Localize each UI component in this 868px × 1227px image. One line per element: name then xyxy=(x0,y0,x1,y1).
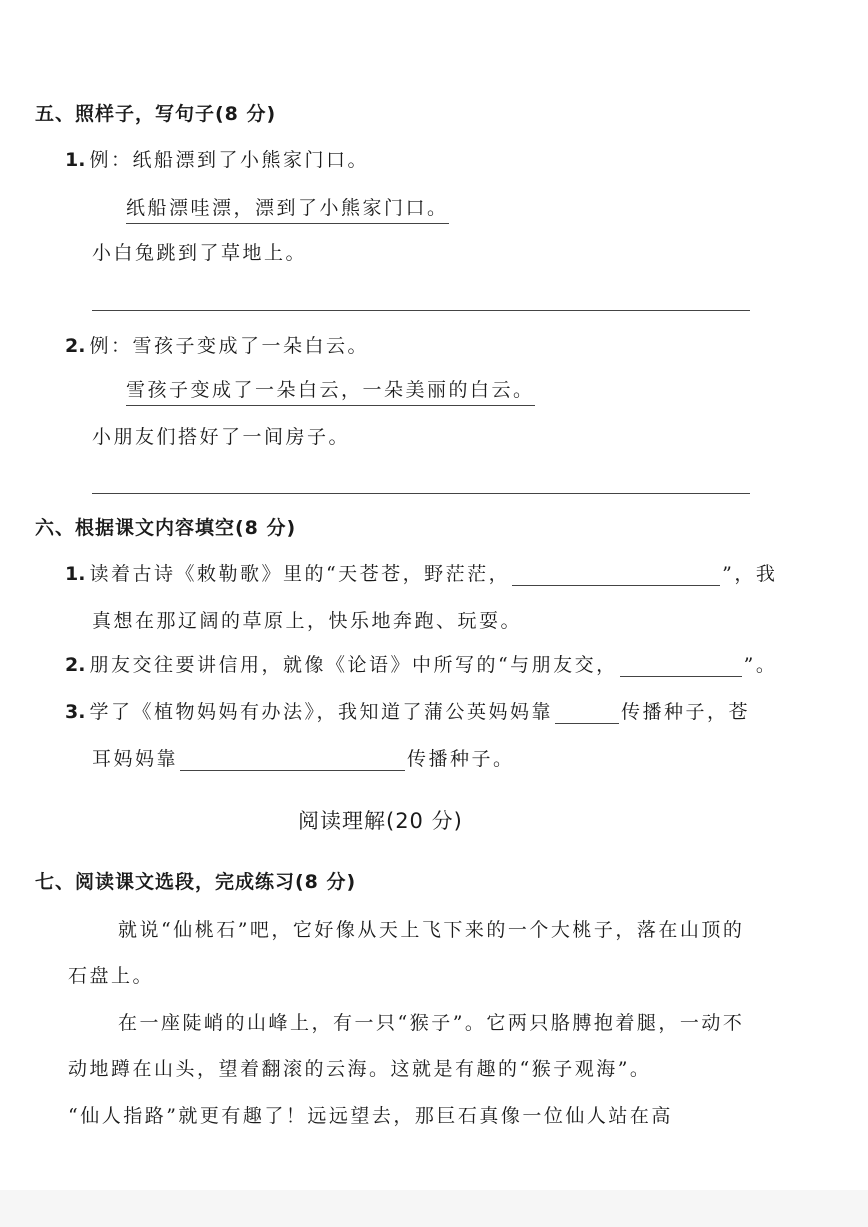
s5-q1-answer-text: 纸船漂哇漂，漂到了小熊家门口。 xyxy=(126,197,449,224)
reading-title: 阅读理解(20 分) xyxy=(298,809,463,833)
s6-q1-line1 xyxy=(65,562,777,586)
section5-heading: 五、照样子，写句子(8 分) xyxy=(35,103,277,125)
s6-q2-number: 2. xyxy=(65,654,86,676)
s5-q2-answer xyxy=(126,378,535,402)
section6-heading: 六、根据课文内容填空(8 分) xyxy=(35,517,297,539)
s5-q2-number: 2. xyxy=(65,335,86,357)
s5-q1-example xyxy=(65,148,369,172)
s6-q3-line2-after: 传播种子。 xyxy=(407,748,515,770)
s6-q3-after: 传播种子，苍 xyxy=(620,701,750,723)
s6-q1-blank[interactable] xyxy=(512,565,720,586)
s7-p3-line1: “仙人指路”就更有趣了！远远望去，那巨石真像一位仙人站在高 xyxy=(68,1105,673,1127)
s6-q1-after: ”，我 xyxy=(722,563,778,585)
s5-q2-answer-text: 雪孩子变成了一朵白云，一朵美丽的白云。 xyxy=(126,379,535,406)
s6-q3-line1 xyxy=(65,700,750,724)
section7-heading: 七、阅读课文选段，完成练习(8 分) xyxy=(35,871,357,893)
s6-q2-blank[interactable] xyxy=(620,656,742,677)
s5-q1-answer xyxy=(126,196,449,220)
s5-q1-answer-line[interactable] xyxy=(92,310,750,311)
s5-q2-example xyxy=(65,334,369,358)
s5-q2-prompt: 小朋友们搭好了一间房子。 xyxy=(92,426,351,448)
s5-q1-example-text: 例：纸船漂到了小熊家门口。 xyxy=(89,149,369,171)
s6-q3-blank1[interactable] xyxy=(555,703,619,724)
s7-p1-line1: 就说“仙桃石”吧，它好像从天上飞下来的一个大桃子，落在山顶的 xyxy=(118,919,745,941)
s6-q2-line1 xyxy=(65,653,777,677)
s5-q1-prompt: 小白兔跳到了草地上。 xyxy=(92,242,308,264)
s6-q2-before: 朋友交往要讲信用，就像《论语》中所写的“与朋友交， xyxy=(89,654,618,676)
s6-q2-after: ”。 xyxy=(743,654,778,676)
s6-q3-number: 3. xyxy=(65,701,86,723)
s6-q1-number: 1. xyxy=(65,563,86,585)
s6-q3-blank2[interactable] xyxy=(180,750,405,771)
s7-p2-line2: 动地蹲在山头，望着翻滚的云海。这就是有趣的“猴子观海”。 xyxy=(68,1058,652,1080)
s6-q3-line2 xyxy=(92,747,515,771)
s5-q1-number: 1. xyxy=(65,149,86,171)
s5-q2-answer-line[interactable] xyxy=(92,493,750,494)
s6-q3-line2-before: 耳妈妈靠 xyxy=(92,748,179,770)
s6-q1-line2: 真想在那辽阔的草原上，快乐地奔跑、玩耍。 xyxy=(92,610,523,632)
s6-q3-before: 学了《植物妈妈有办法》，我知道了蒲公英妈妈靠 xyxy=(89,701,553,723)
s7-p2-line1: 在一座陡峭的山峰上，有一只“猴子”。它两只胳膊抱着腿，一动不 xyxy=(118,1012,745,1034)
s6-q1-before: 读着古诗《敕勒歌》里的“天苍苍，野茫茫， xyxy=(89,563,511,585)
s7-p1-line2: 石盘上。 xyxy=(68,965,155,987)
s5-q2-example-text: 例：雪孩子变成了一朵白云。 xyxy=(89,335,369,357)
page-footer-band xyxy=(0,1190,868,1227)
